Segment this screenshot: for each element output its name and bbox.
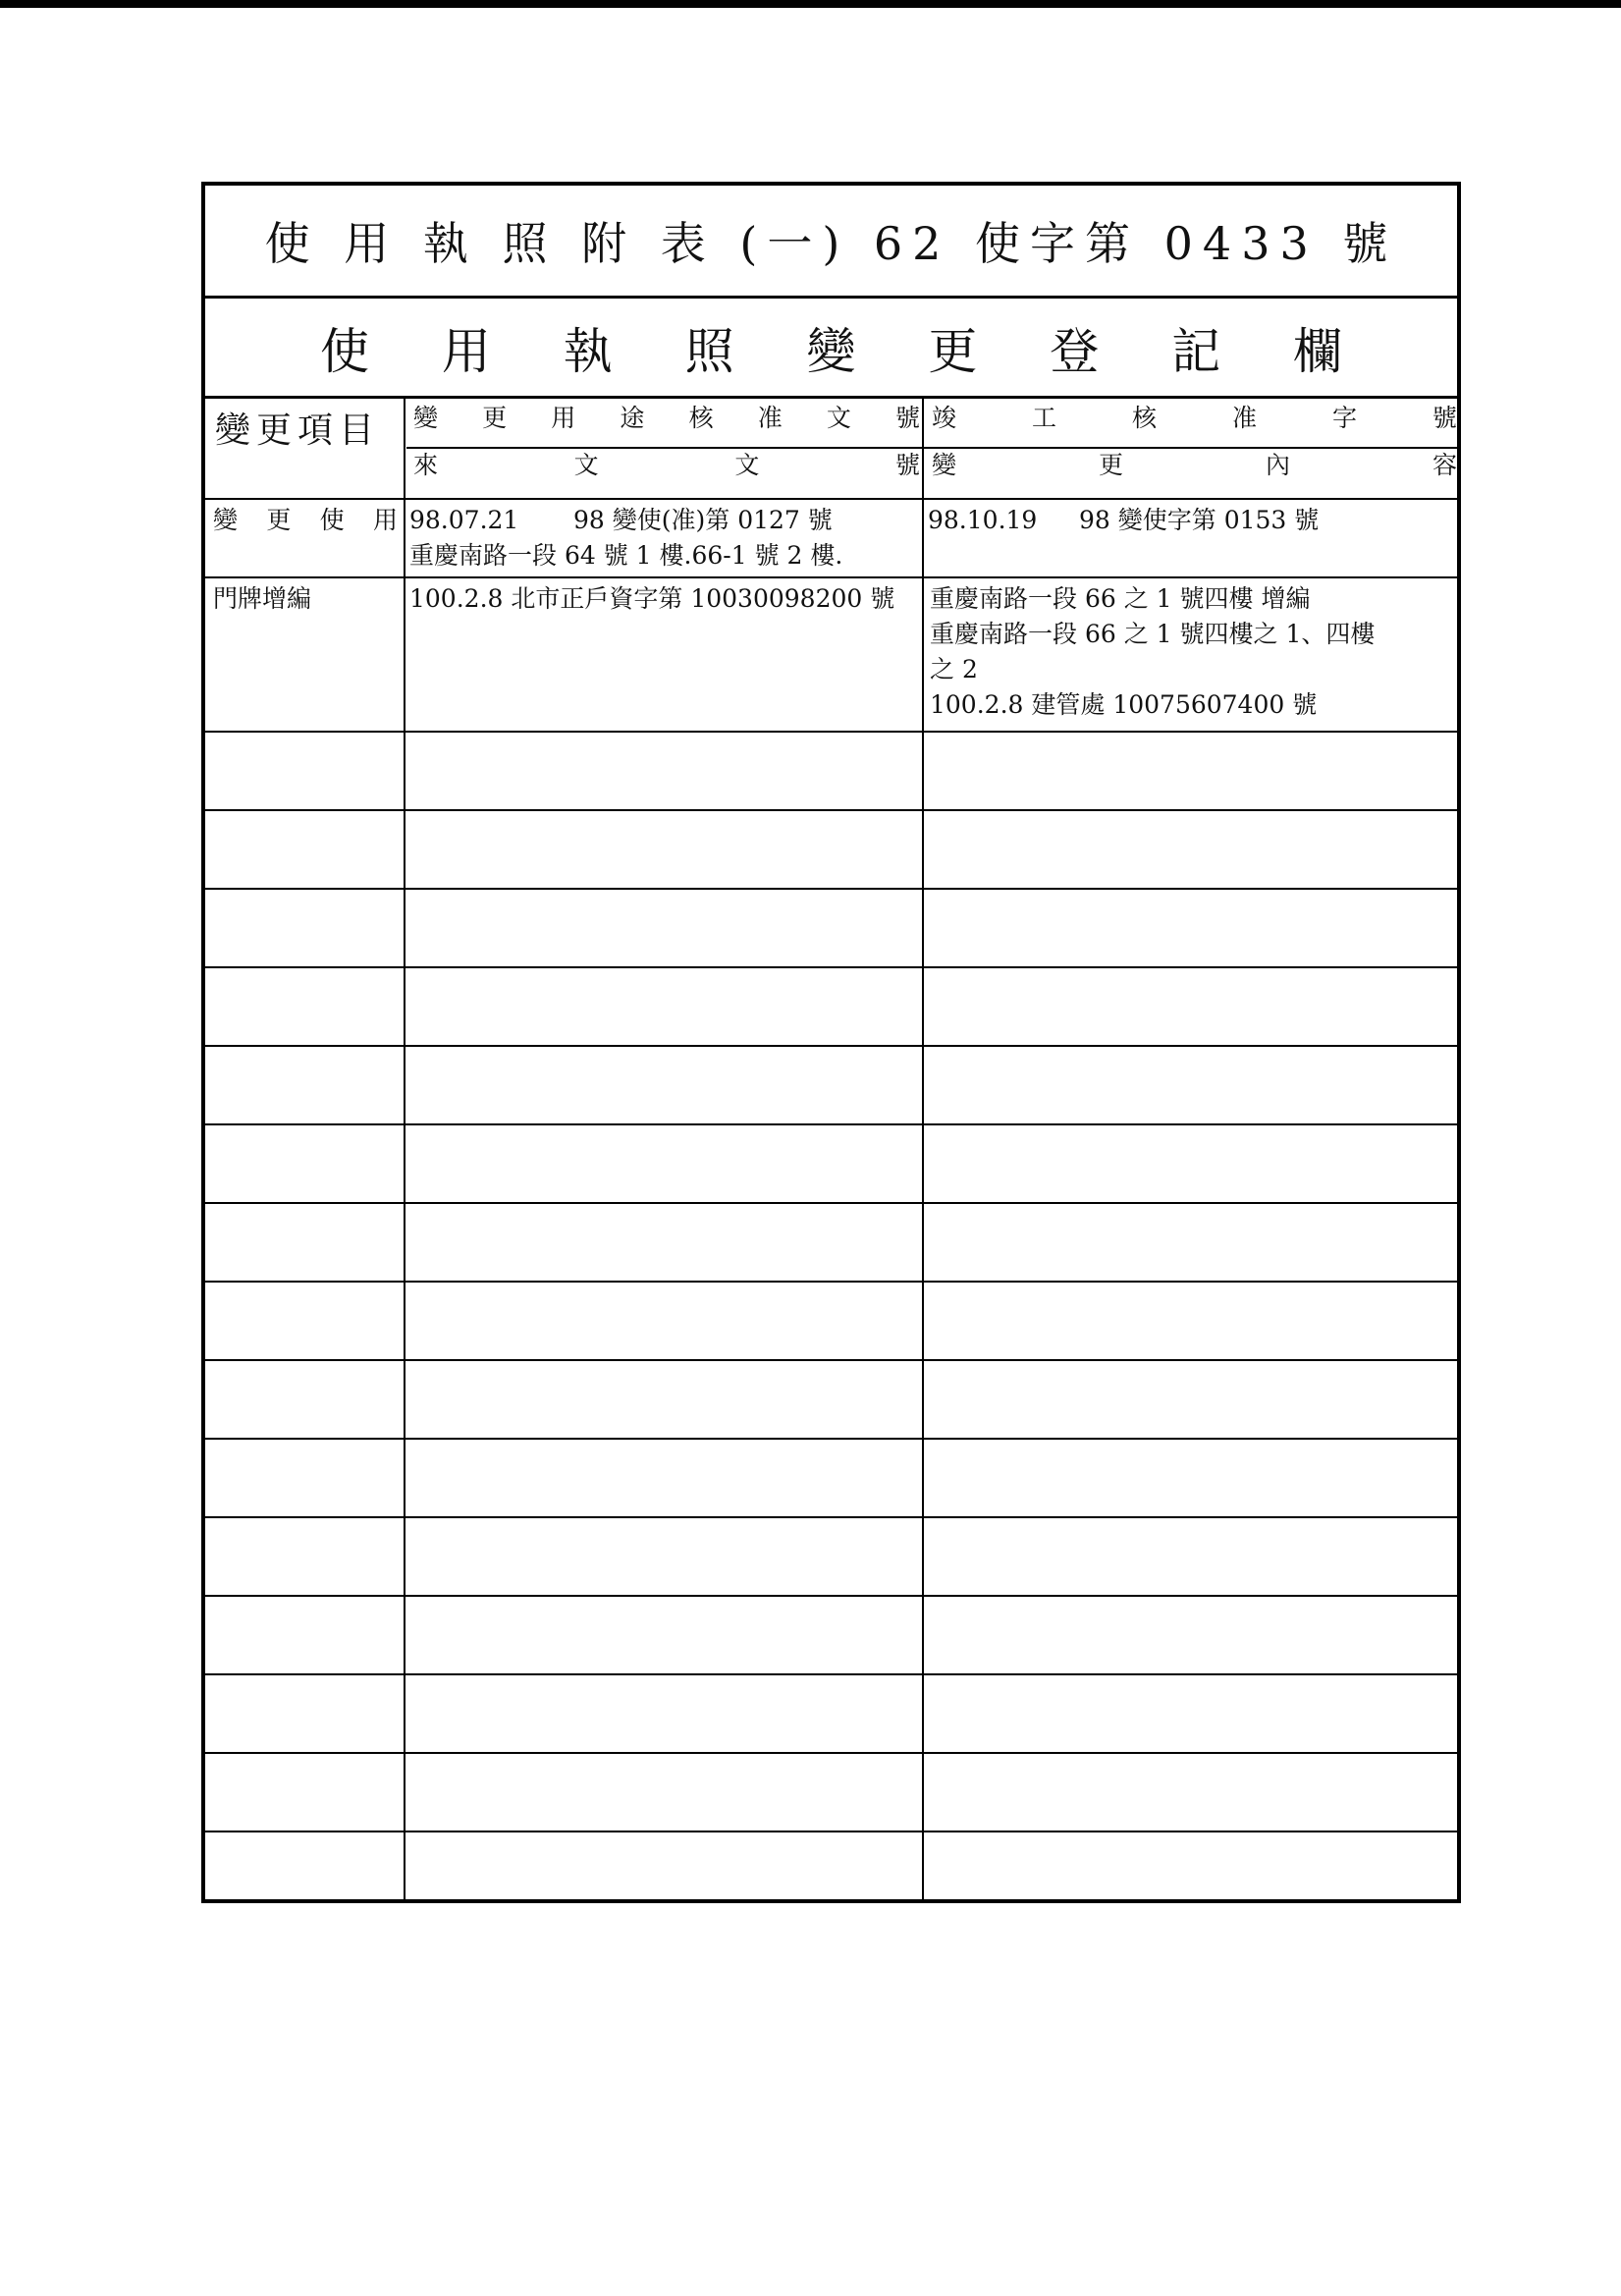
divider — [205, 396, 1457, 399]
divider — [205, 1123, 1457, 1125]
divider — [205, 1752, 1457, 1754]
divider — [205, 1516, 1457, 1518]
page-title: 使 用 執 照 附 表 (一) 62 使字第 0433 號 — [264, 217, 1398, 270]
scan-top-edge — [0, 0, 1621, 8]
section-title-char: 變 — [806, 323, 856, 380]
section-title-char: 登 — [1050, 323, 1100, 380]
divider — [205, 1595, 1457, 1597]
row2-content-1: 重慶南路一段 66 之 1 號四樓 增編 — [930, 584, 1311, 613]
divider — [205, 576, 1457, 578]
divider — [205, 1831, 1457, 1832]
license-table — [201, 182, 1461, 1903]
row1-content-date: 98.10.19 — [928, 506, 1038, 534]
divider — [205, 809, 1457, 811]
header-completion-no: 竣 工 核 准 字 號 — [932, 404, 1457, 432]
divider — [406, 447, 1457, 449]
header-approval-doc-no: 變 更 用 途 核 准 文 號 — [413, 404, 920, 432]
column-divider — [404, 396, 405, 1903]
column-divider — [922, 396, 924, 1903]
row1-item: 變 更 使 用 — [213, 506, 398, 534]
divider — [205, 1359, 1457, 1361]
row2-content-4: 100.2.8 建管處 10075607400 號 — [930, 690, 1318, 719]
section-title — [205, 300, 1457, 396]
row1-content-no: 98 變使字第 0153 號 — [1079, 506, 1320, 534]
section-title-char: 記 — [1171, 323, 1221, 380]
header-change-content: 變 更 內 容 — [932, 451, 1457, 479]
section-title-char: 使 — [319, 323, 369, 380]
divider — [205, 1045, 1457, 1047]
header-change-item: 變更項目 — [215, 410, 381, 451]
row2-doc: 100.2.8 北市正戶資字第 10030098200 號 — [409, 584, 895, 613]
section-title-char: 更 — [928, 323, 978, 380]
divider — [205, 1202, 1457, 1204]
section-title-char: 欄 — [1292, 323, 1342, 380]
divider — [205, 888, 1457, 890]
section-title-char: 用 — [441, 323, 491, 380]
row1-address: 重慶南路一段 64 號 1 樓.66-1 號 2 樓. — [409, 541, 843, 570]
section-title-char: 照 — [684, 323, 734, 380]
divider — [205, 498, 1457, 500]
row2-content-3: 之 2 — [930, 655, 978, 683]
divider — [205, 1438, 1457, 1440]
divider — [205, 296, 1457, 299]
divider — [205, 731, 1457, 733]
row2-item: 門牌增編 — [213, 584, 312, 613]
divider — [205, 966, 1457, 968]
divider — [205, 1281, 1457, 1283]
row2-content-2: 重慶南路一段 66 之 1 號四樓之 1、四樓 — [930, 620, 1376, 648]
header-incoming-doc-no: 來 文 文 號 — [413, 451, 920, 479]
row1-doc-no: 98 變使(准)第 0127 號 — [573, 506, 833, 534]
row1-doc-date: 98.07.21 — [409, 506, 519, 534]
section-title-char: 執 — [563, 323, 613, 380]
divider — [205, 1673, 1457, 1675]
